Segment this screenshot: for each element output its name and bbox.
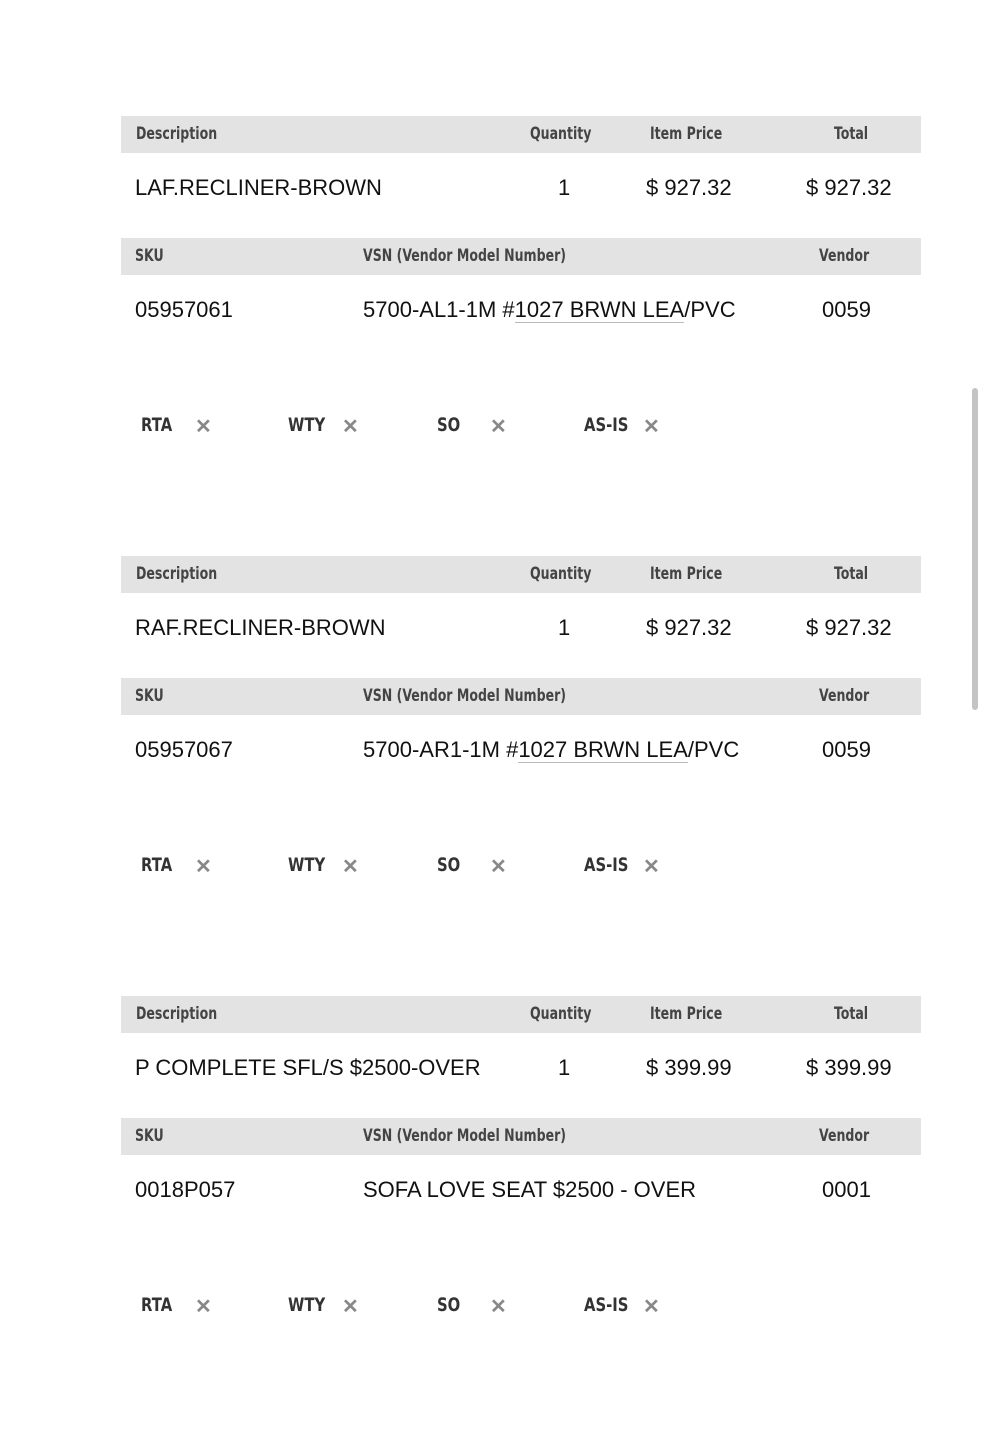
- flag-so: SO: [437, 854, 461, 876]
- close-icon: ✕: [195, 856, 212, 878]
- item-vsn: [363, 737, 739, 763]
- flag-wty: WTY: [288, 1294, 326, 1316]
- total-header: Total: [834, 564, 869, 584]
- item-price: $ 399.99: [646, 1055, 732, 1080]
- sku-header: SKU: [135, 686, 164, 706]
- item-description: P COMPLETE SFL/S $2500-OVER: [135, 1055, 481, 1080]
- description-header: Description: [136, 1004, 218, 1024]
- item-price-header: Item Price: [650, 1004, 723, 1024]
- flag-rta: RTA: [141, 414, 173, 436]
- close-icon: ✕: [490, 856, 507, 878]
- item-total: $ 927.32: [806, 175, 892, 200]
- sku-header-bar: [121, 238, 921, 275]
- flag-as-is: AS-IS: [584, 414, 629, 436]
- item-quantity: 1: [558, 615, 571, 640]
- vendor-header: Vendor: [819, 686, 870, 706]
- item-sku: 0018P057: [135, 1177, 236, 1202]
- item-vendor: 0059: [822, 297, 871, 322]
- vsn-suffix: /PVC: [684, 297, 736, 322]
- close-icon: ✕: [490, 1296, 507, 1318]
- close-icon: ✕: [342, 856, 359, 878]
- item-header: [121, 116, 921, 153]
- item-sku: 05957067: [135, 737, 233, 762]
- vsn-link[interactable]: 1027 BRWN LEA: [518, 737, 688, 762]
- item-price-header: Item Price: [650, 124, 723, 144]
- vsn-header: VSN (Vendor Model Number): [363, 1126, 567, 1146]
- flag-wty: WTY: [288, 414, 326, 436]
- vsn-prefix: SOFA LOVE SEAT $2500 - OVER: [363, 1177, 697, 1202]
- item-price: $ 927.32: [646, 175, 732, 200]
- vsn-header: VSN (Vendor Model Number): [363, 686, 567, 706]
- total-header: Total: [834, 124, 869, 144]
- flag-so: SO: [437, 414, 461, 436]
- item-header: [121, 996, 921, 1033]
- sku-header-bar: [121, 678, 921, 715]
- item-total: $ 399.99: [806, 1055, 892, 1080]
- vsn-suffix: /PVC: [687, 737, 740, 762]
- sku-header: SKU: [135, 246, 164, 266]
- close-icon: ✕: [490, 416, 507, 438]
- item-description: LAF.RECLINER-BROWN: [135, 175, 382, 200]
- quantity-header: Quantity: [530, 1004, 592, 1024]
- vendor-header: Vendor: [819, 246, 870, 266]
- item-total: $ 927.32: [806, 615, 892, 640]
- close-icon: ✕: [195, 1296, 212, 1318]
- vsn-prefix: 5700-AR1-1M #: [363, 737, 519, 762]
- item-price: $ 927.32: [646, 615, 732, 640]
- vsn-link[interactable]: 1027 BRWN LEA: [514, 297, 685, 322]
- close-icon: ✕: [195, 416, 212, 438]
- flag-as-is: AS-IS: [584, 1294, 629, 1316]
- description-header: Description: [136, 564, 218, 584]
- item-quantity: 1: [558, 1055, 571, 1080]
- total-header: Total: [834, 1004, 869, 1024]
- item-price-header: Item Price: [650, 564, 723, 584]
- quantity-header: Quantity: [530, 564, 592, 584]
- sku-header-bar: [121, 1118, 921, 1155]
- item-quantity: 1: [558, 175, 571, 200]
- item-vendor: 0059: [822, 737, 871, 762]
- vsn-prefix: 5700-AL1-1M #: [363, 297, 515, 322]
- close-icon: ✕: [342, 416, 359, 438]
- close-icon: ✕: [643, 856, 660, 878]
- vendor-header: Vendor: [819, 1126, 870, 1146]
- close-icon: ✕: [342, 1296, 359, 1318]
- item-header: [121, 556, 921, 593]
- close-icon: ✕: [643, 1296, 660, 1318]
- vsn-header: VSN (Vendor Model Number): [363, 246, 567, 266]
- item-vsn: [363, 1177, 696, 1203]
- item-sku: 05957061: [135, 297, 233, 322]
- flag-rta: RTA: [141, 1294, 173, 1316]
- flag-rta: RTA: [141, 854, 173, 876]
- item-vendor: 0001: [822, 1177, 871, 1202]
- item-description: RAF.RECLINER-BROWN: [135, 615, 386, 640]
- scrollbar[interactable]: [972, 388, 978, 710]
- quantity-header: Quantity: [530, 124, 592, 144]
- flag-so: SO: [437, 1294, 461, 1316]
- description-header: Description: [136, 124, 218, 144]
- close-icon: ✕: [643, 416, 660, 438]
- flag-wty: WTY: [288, 854, 326, 876]
- sku-header: SKU: [135, 1126, 164, 1146]
- flag-as-is: AS-IS: [584, 854, 629, 876]
- item-vsn: [363, 297, 736, 323]
